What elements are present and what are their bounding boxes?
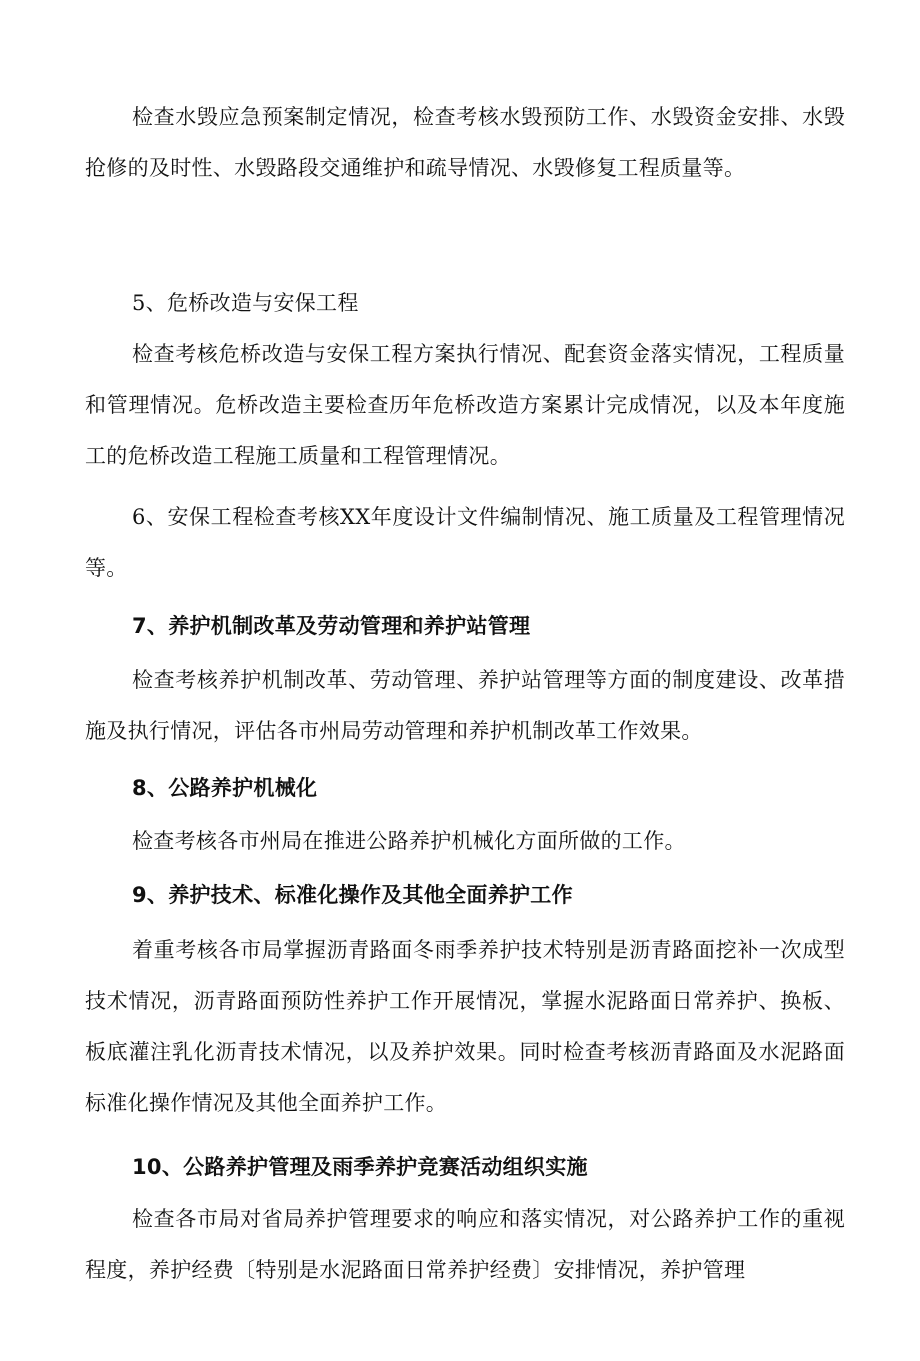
paragraph-section-10: 检查各市局对省局养护管理要求的响应和落实情况，对公路养护工作的重视程度，养护经费〔特别是水泥路面日常养护经费〕安排情况，养护管理 bbox=[85, 1207, 845, 1282]
paragraph-section-5: 检查考核危桥改造与安保工程方案执行情况、配套资金落实情况，工程质量和管理情况。危桥改造主要检查历年危桥改造方案累计完成情况，以及本年度施工的危桥改造工程施工质量和工程管理情况。 bbox=[85, 342, 845, 468]
heading-section-9: 9、养护技术、标准化操作及其他全面养护工作 bbox=[132, 883, 573, 907]
heading-section-7: 7、养护机制改革及劳动管理和养护站管理 bbox=[132, 614, 531, 638]
heading-section-5: 5、危桥改造与安保工程 bbox=[132, 291, 359, 315]
paragraph-section-9: 着重考核各市局掌握沥青路面冬雨季养护技术特别是沥青路面挖补一次成型技术情况，沥青路面预防性养护工作开展情况，掌握水泥路面日常养护、换板、板底灌注乳化沥青技术情况，以及养护效果。同时检查考核沥青路面及水泥路面标准化操作情况及其他全面养护工作。 bbox=[85, 938, 845, 1115]
paragraph-section-8: 检查考核各市州局在推进公路养护机械化方面所做的工作。 bbox=[132, 829, 686, 853]
heading-section-8: 8、公路养护机械化 bbox=[132, 776, 318, 800]
paragraph-section-6: 6、安保工程检查考核XX年度设计文件编制情况、施工质量及工程管理情况等。 bbox=[85, 505, 845, 580]
paragraph-section-7: 检查考核养护机制改革、劳动管理、养护站管理等方面的制度建设、改革措施及执行情况，评估各市州局劳动管理和养护机制改革工作效果。 bbox=[85, 668, 845, 743]
heading-section-10: 10、公路养护管理及雨季养护竞赛活动组织实施 bbox=[132, 1155, 588, 1179]
paragraph-flood-damage: 检查水毁应急预案制定情况，检查考核水毁预防工作、水毁资金安排、水毁抢修的及时性、水毁路段交通维护和疏导情况、水毁修复工程质量等。 bbox=[85, 105, 845, 180]
